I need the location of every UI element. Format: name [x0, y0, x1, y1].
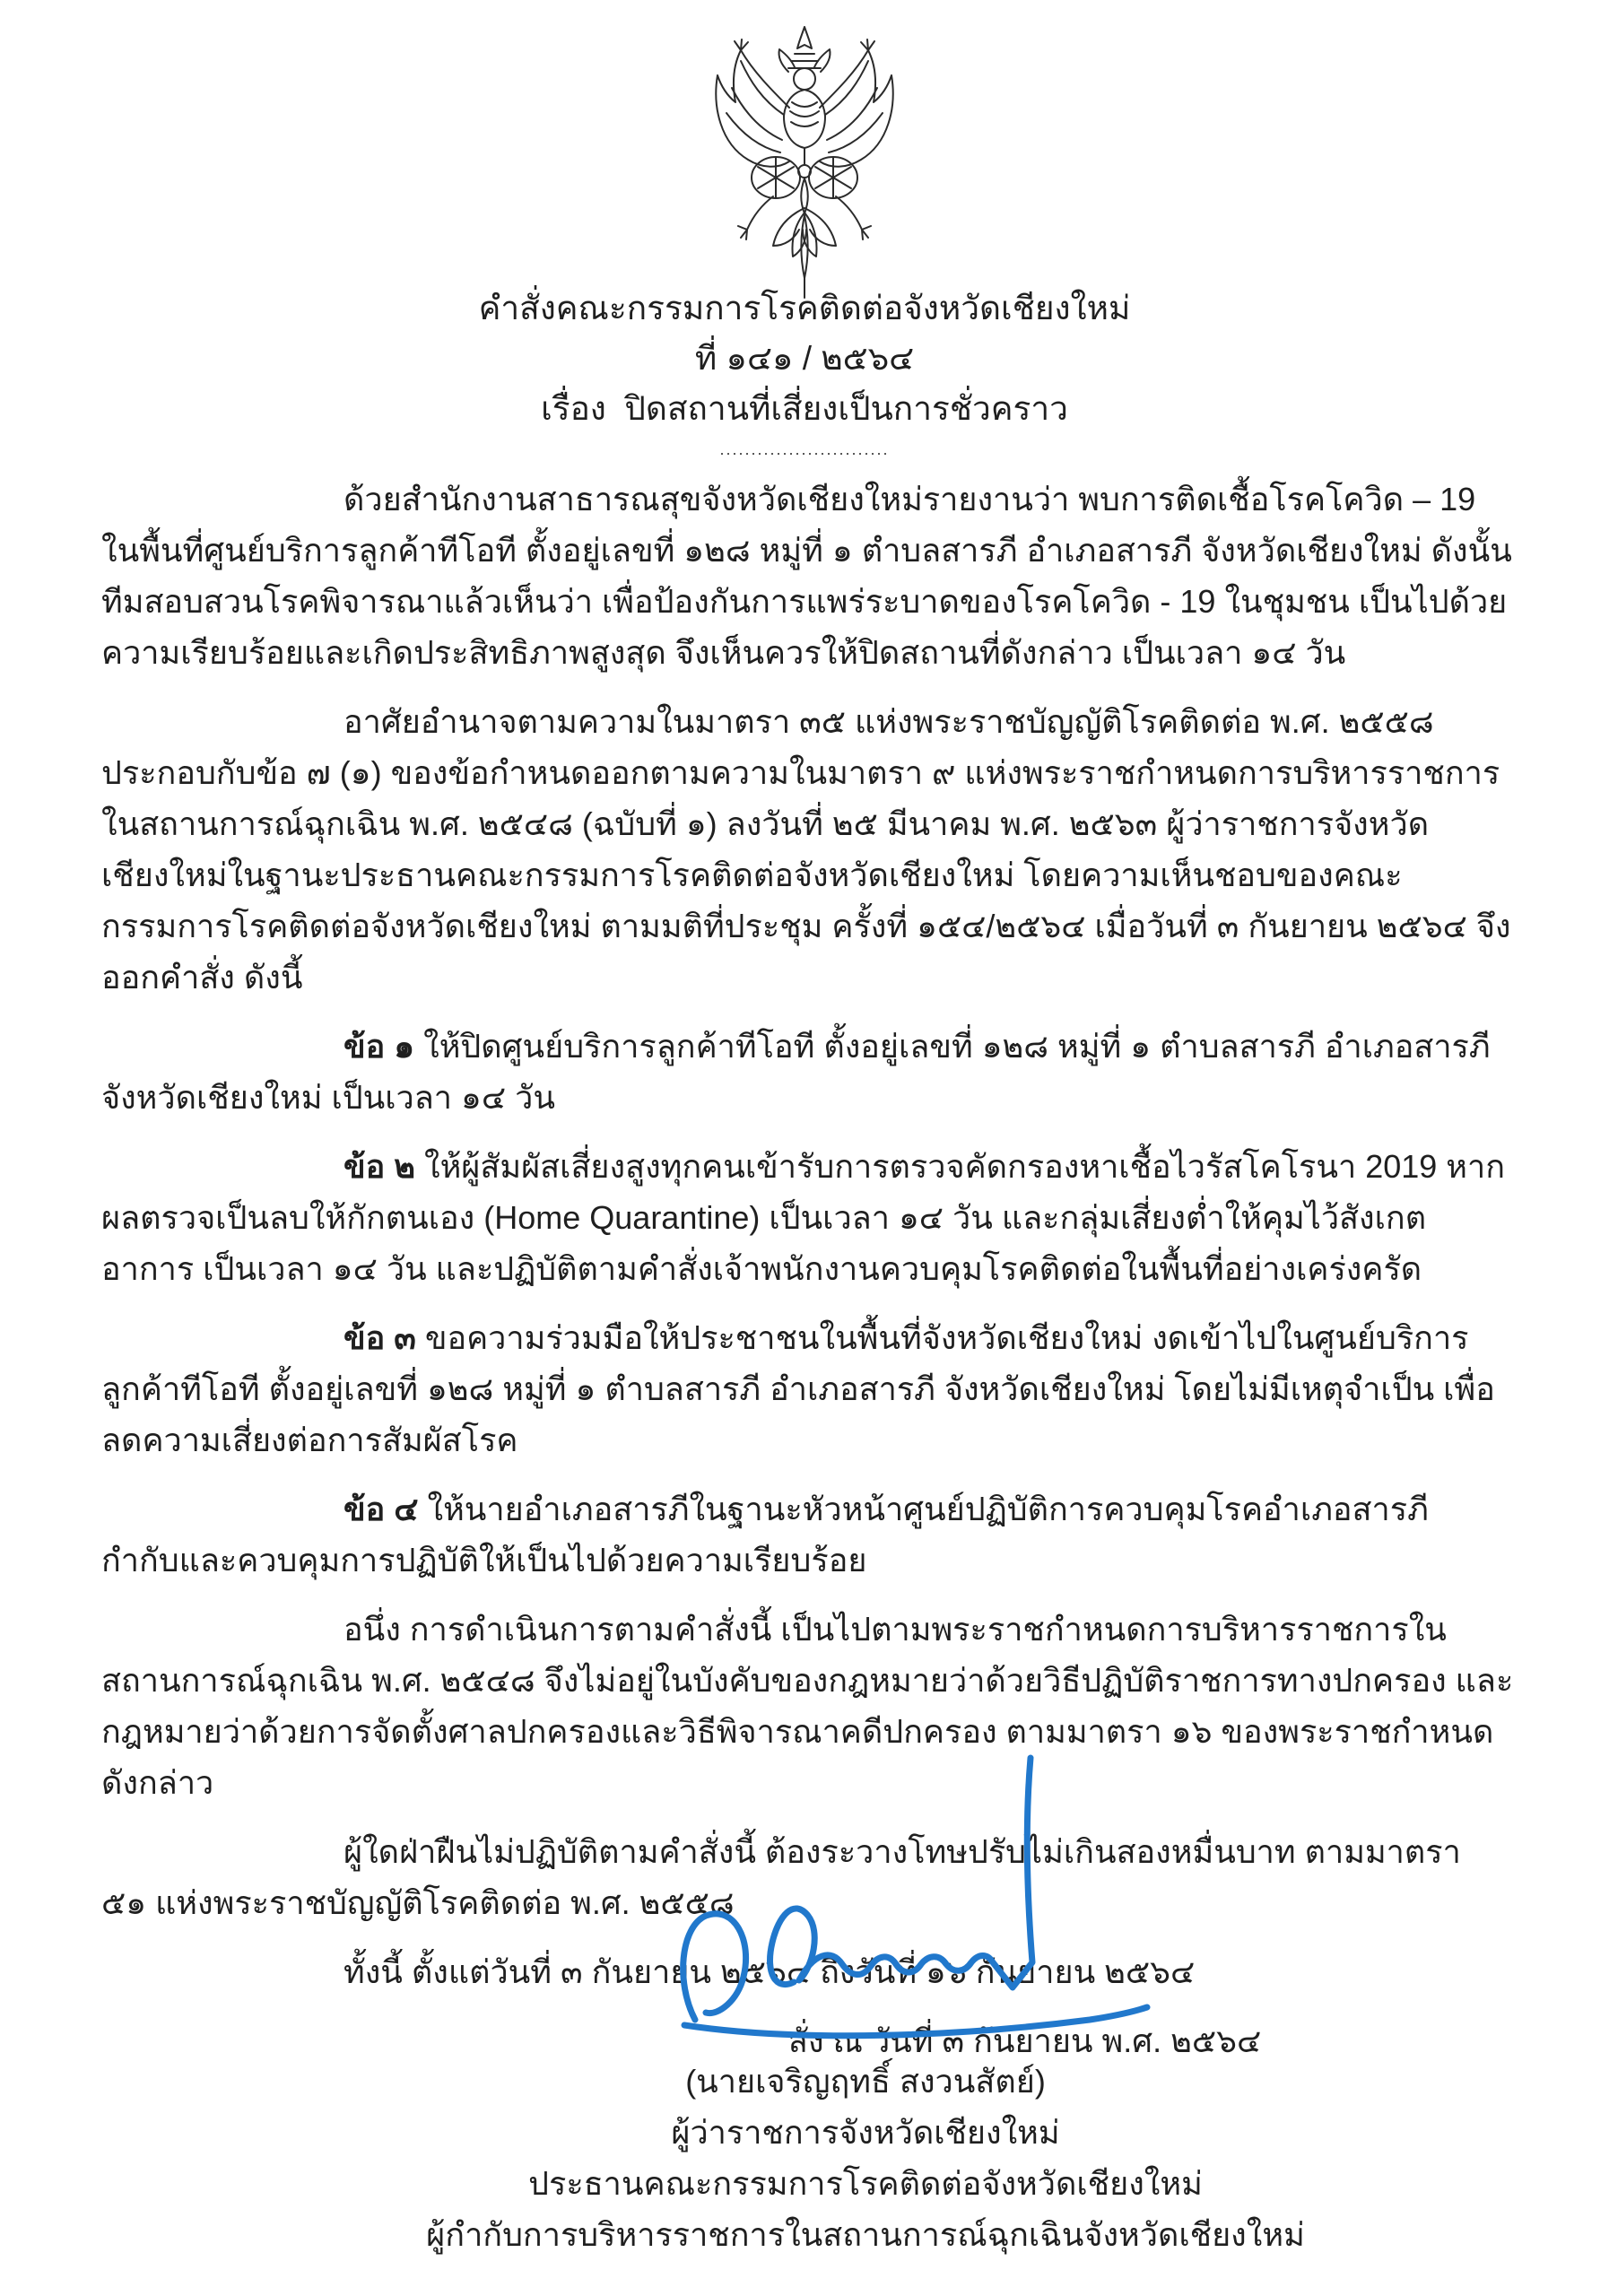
- signer-position-2: ประธานคณะกรรมการโรคติดต่อจังหวัดเชียงใหม่: [528, 2165, 1203, 2202]
- signer-position-3: ผู้กำกับการบริหารราชการในสถานการณ์ฉุกเฉินจังหวัดเชียงใหม่: [426, 2216, 1305, 2253]
- body-paragraph-3: [101, 1021, 1514, 1123]
- body-paragraph-7: [101, 1604, 1514, 1808]
- clause-lead: ข้อ ๔: [344, 1491, 419, 1527]
- body-paragraph-5: [101, 1312, 1514, 1465]
- clause-text: อนึ่ง การดำเนินการตามคำสั่งนี้ เป็นไปตามพระราชกำหนดการบริหารราชการในสถานการณ์ฉุกเฉิน พ.ศ. ๒๕๔๘ จึงไม่อยู่ในบังคับของกฎหมายว่าด้วยวิธีปฏิบัติราชการทางปกครอง และกฎหมายว่าด้วยการจัดตั้งศาลปกครองและวิธีพิจารณาคดีปกครอง ตามมาตรา ๑๖ ของพระราชกำหนดดังกล่าว: [101, 1611, 1514, 1801]
- signer-name: (นายเจริญฤทธิ์ สงวนสัตย์): [685, 2063, 1046, 2100]
- issued-date-line: สั่ง ณ วันที่ ๓ กันยายน พ.ศ. ๒๕๖๔: [788, 2022, 1262, 2059]
- order-subject: เรื่อง ปิดสถานที่เสี่ยงเป็นการชั่วคราว: [541, 390, 1068, 427]
- clause-lead: ข้อ ๑: [344, 1028, 415, 1065]
- body-paragraph-6: [101, 1483, 1514, 1586]
- clause-text: ขอความร่วมมือให้ประชาชนในพื้นที่จังหวัดเชียงใหม่ งดเข้าไปในศูนย์บริการลูกค้าทีโอที ตั้งอยู่เลขที่ ๑๒๘ หมู่ที่ ๑ ตำบลสารภี อำเภอสารภี จังหวัดเชียงใหม่ โดยไม่มีเหตุจำเป็น เพื่อลดความเสี่ยงต่อการสัมผัสโรค: [101, 1319, 1495, 1458]
- order-number: ที่ ๑๔๑ / ๒๕๖๔: [694, 340, 915, 377]
- signer-block: [61, 2056, 1609, 2260]
- body-paragraph-8: [101, 1826, 1514, 1928]
- effective-period-line: ทั้งนี้ ตั้งแต่วันที่ ๓ กันยายน ๒๕๖๔ ถึงวันที่ ๑๖ กันยายน ๒๕๖๔: [344, 1953, 1196, 1990]
- clause-text: ให้ปิดศูนย์บริการลูกค้าทีโอที ตั้งอยู่เลขที่ ๑๒๘ หมู่ที่ ๑ ตำบลสารภี อำเภอสารภี จังหวัดเชียงใหม่ เป็นเวลา ๑๔ วัน: [101, 1028, 1491, 1116]
- clause-text: ด้วยสำนักงานสาธารณสุขจังหวัดเชียงใหม่รายงานว่า พบการติดเชื้อโรคโควิด – 19 ในพื้นที่ศูนย์บริการลูกค้าทีโอที ตั้งอยู่เลขที่ ๑๒๘ หมู่ที่ ๑ ตำบลสารภี อำเภอสารภี จังหวัดเชียงใหม่ ดังนั้น ทีมสอบสวนโรคพิจารณาแล้วเห็นว่า เพื่อป้องกันการแพร่ระบาดของโรคโควิด - 19 ในชุมชน เป็นไปด้วยความเรียบร้อยและเกิดประสิทธิภาพสูงสุด จึงเห็นควรให้ปิดสถานที่ดังกล่าว เป็นเวลา ๑๔ วัน: [101, 481, 1512, 671]
- order-title: คำสั่งคณะกรรมการโรคติดต่อจังหวัดเชียงใหม่: [478, 290, 1131, 326]
- clause-lead: ข้อ ๓: [344, 1319, 416, 1356]
- body-paragraph-1: [101, 474, 1514, 678]
- clause-text: อาศัยอำนาจตามความในมาตรา ๓๕ แห่งพระราชบัญญัติโรคติดต่อ พ.ศ. ๒๕๕๘ ประกอบกับข้อ ๗ (๑) ของข้อกำหนดออกตามความในมาตรา ๙ แห่งพระราชกำหนดการบริหารราชการในสถานการณ์ฉุกเฉิน พ.ศ. ๒๕๔๘ (ฉบับที่ ๑) ลงวันที่ ๒๕ มีนาคม พ.ศ. ๒๕๖๓ ผู้ว่าราชการจังหวัดเชียงใหม่ในฐานะประธานคณะกรรมการโรคติดต่อจังหวัดเชียงใหม่ โดยความเห็นชอบของคณะกรรมการโรคติดต่อจังหวัดเชียงใหม่ ตามมติที่ประชุม ครั้งที่ ๑๕๔/๒๕๖๔ เมื่อวันที่ ๓ กันยายน ๒๕๖๔ จึงออกคำสั่ง ดังนี้: [101, 703, 1511, 996]
- body-paragraph-2: [101, 696, 1514, 1003]
- signer-position-1: ผู้ว่าราชการจังหวัดเชียงใหม่: [671, 2114, 1060, 2151]
- clause-lead: ข้อ ๒: [344, 1148, 415, 1185]
- clause-text: ให้ผู้สัมผัสเสี่ยงสูงทุกคนเข้ารับการตรวจคัดกรองหาเชื้อไวรัสโคโรนา 2019 หากผลตรวจเป็นลบให้กักตนเอง (Home Quarantine) เป็นเวลา ๑๔ วัน และกลุ่มเสี่ยงต่ำให้คุมไว้สังเกตอาการ เป็นเวลา ๑๔ วัน และปฏิบัติตามคำสั่งเจ้าพนักงานควบคุมโรคติดต่อในพื้นที่อย่างเคร่งครัด: [101, 1148, 1506, 1287]
- clause-text: ผู้ใดฝ่าฝืนไม่ปฏิบัติตามคำสั่งนี้ ต้องระวางโทษปรับไม่เกินสองหมื่นบาท ตามมาตรา ๕๑ แห่งพระราชบัญญัติโรคติดต่อ พ.ศ. ๒๕๕๘: [101, 1833, 1461, 1921]
- garuda-emblem-icon: [701, 23, 908, 303]
- clause-text: ให้นายอำเภอสารภีในฐานะหัวหน้าศูนย์ปฏิบัติการควบคุมโรคอำเภอสารภี กำกับและควบคุมการปฏิบัติให้เป็นไปด้วยความเรียบร้อย: [101, 1491, 1429, 1578]
- document-header: [0, 283, 1609, 461]
- dotted-divider: ...........................: [719, 440, 890, 458]
- order-body: [101, 474, 1514, 2084]
- body-paragraph-4: [101, 1141, 1514, 1294]
